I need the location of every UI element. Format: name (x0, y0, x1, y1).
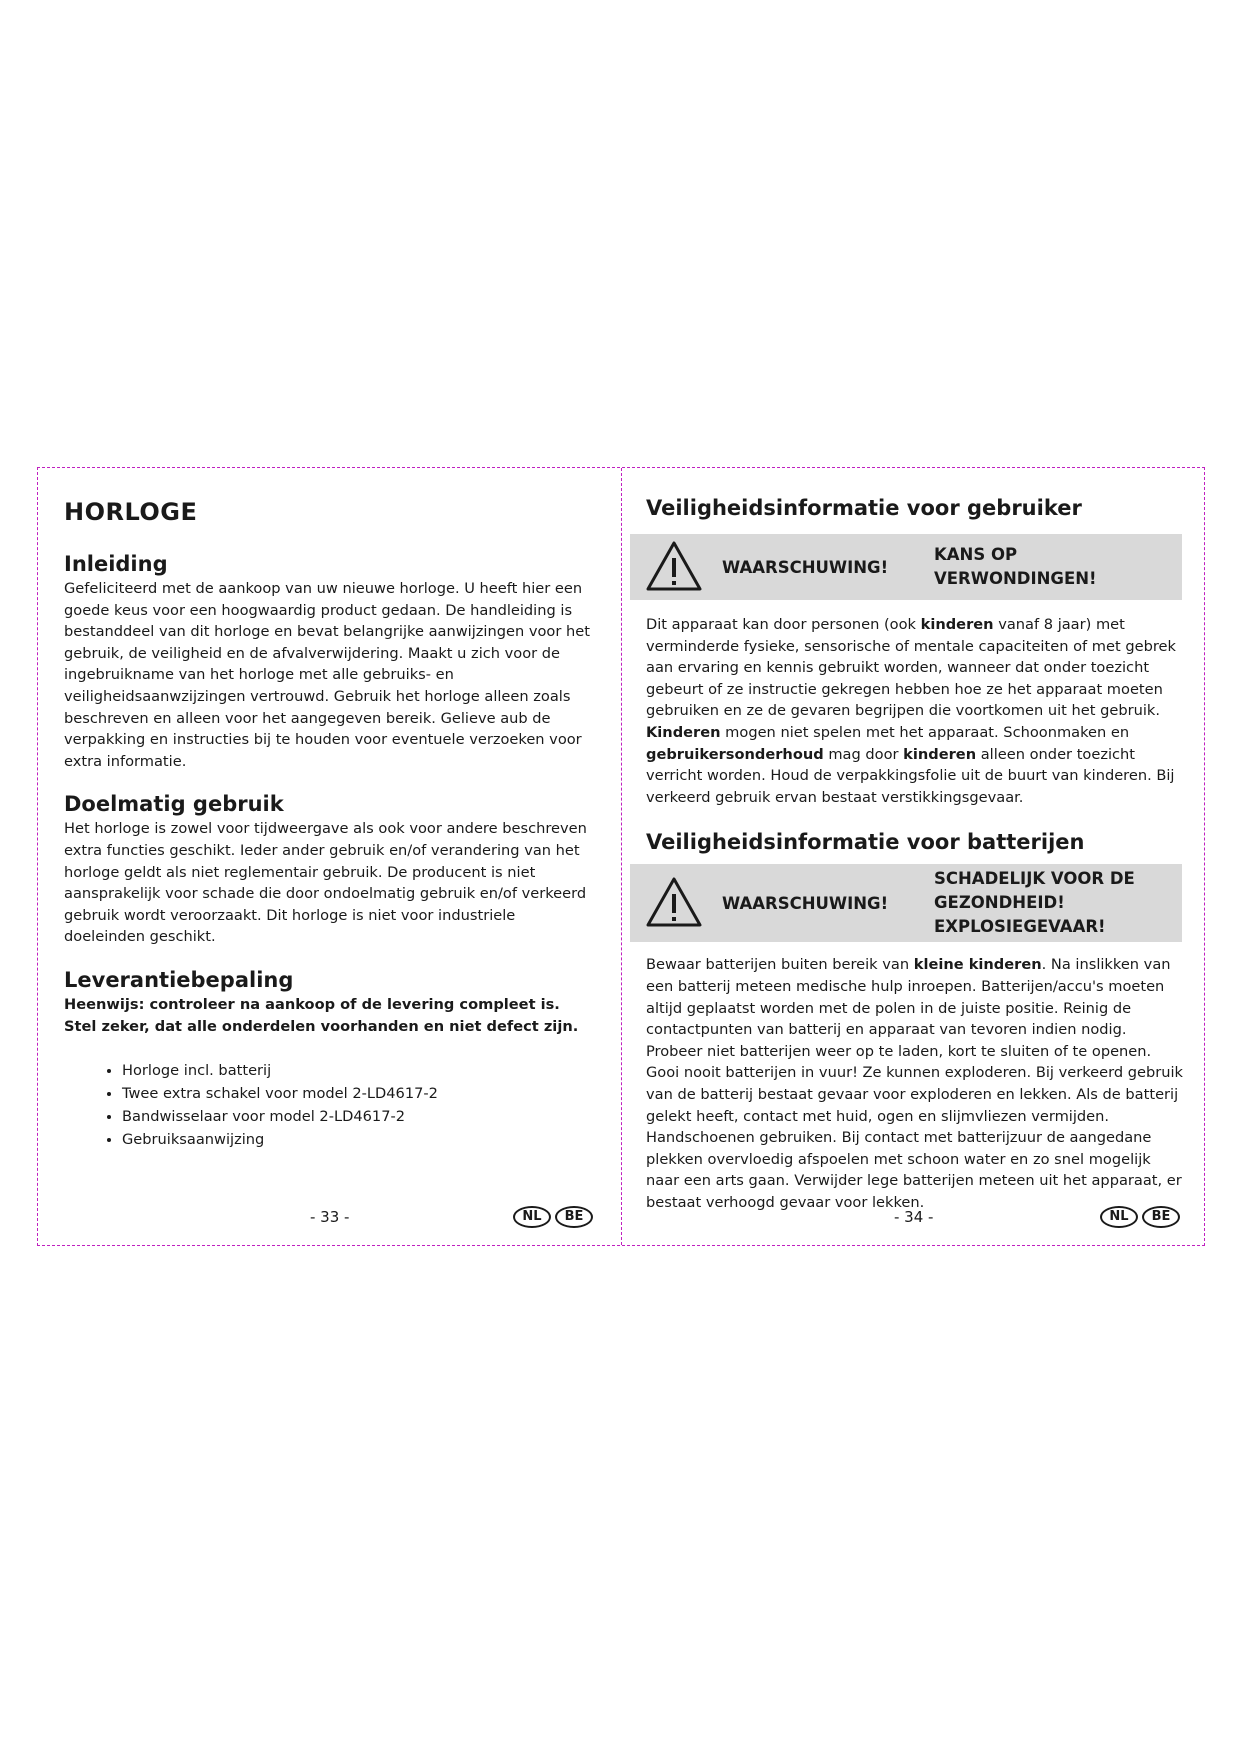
country-badge-nl: NL (513, 1206, 551, 1228)
warning-detail-line: GEZONDHEID! (934, 893, 1065, 913)
user-safety-text (646, 614, 1184, 808)
emphasis: gebruikersonderhoud (646, 745, 824, 763)
delivery-list (64, 1059, 591, 1151)
levering-note: Heenwijs: controleer na aankoop of de levering compleet is. Stel zeker, dat alle onderdelen voorhanden en niet defect zijn. (64, 995, 579, 1035)
emphasis: Kinderen (646, 723, 721, 741)
warning-label: WAARSCHUWING! (722, 893, 889, 913)
country-badge-be: BE (555, 1206, 593, 1228)
text-span: . Na inslikken van een batterij meteen medische hulp inroepen. Batterijen/accu's moeten altijd geplaatst worden met de polen in de juiste positie. Reinig de contactpunten van batterij en apparaat van tevoren indien nodig. Probeer niet batterijen weer op te laden, kort te sluiten of te openen. Gooi nooit batterijen in vuur! Ze kunnen exploderen. Bij verkeerd gebruik van de batterij bestaat gevaar voor exploderen en lekken. Als de batterij gelekt heeft, contact met huid, ogen en slijmvliezen vermijden. Handschoenen gebruiken. Bij contact met batterijzuur de aangedane plekken overvloedig afspoelen met schoon water en zo snel mogelijk naar een arts gaan. Verwijder lege batterijen meteen uit het apparaat, er bestaat verhoogd gevaar voor lekken. (646, 956, 1183, 1211)
page-34 (622, 468, 1206, 1245)
doelmatig-heading: Doelmatig gebruik (64, 792, 284, 817)
emphasis: kleine kinderen (913, 956, 1042, 974)
levering-heading: Leverantiebepaling (64, 967, 294, 992)
emphasis: kinderen (903, 745, 977, 763)
warning-box-battery (630, 864, 1182, 942)
battery-safety-heading: Veiligheidsinformatie voor batterijen (646, 830, 1085, 855)
text-span: Bewaar batterijen buiten bereik van (646, 956, 914, 974)
country-badges (513, 1206, 593, 1228)
country-badge-be: BE (1142, 1206, 1180, 1228)
page-number: - 33 - (310, 1208, 350, 1226)
inleiding-heading: Inleiding (64, 552, 168, 576)
battery-safety-text (646, 954, 1184, 1213)
warning-detail-line: SCHADELIJK VOOR DE (934, 869, 1135, 889)
warning-detail (934, 867, 1135, 939)
text-span: Dit apparaat kan door personen (ook (646, 616, 921, 633)
warning-box-injury (630, 534, 1182, 600)
warning-detail-line: KANS OP (934, 545, 1018, 564)
manual-spread (37, 467, 1205, 1246)
list-item: • Twee extra schakel voor model 2-LD4617-2 (122, 1082, 591, 1105)
warning-detail-line: EXPLOSIEGEVAAR! (934, 917, 1106, 937)
warning-triangle-icon (644, 539, 704, 595)
warning-detail (934, 543, 1097, 591)
warning-detail-line: VERWONDINGEN! (934, 569, 1097, 588)
list-item: • Gebruiksaanwijzing (122, 1128, 591, 1151)
country-badges (1100, 1206, 1180, 1228)
emphasis: kinderen (920, 616, 994, 633)
page-title: HORLOGE (64, 498, 198, 526)
inleiding-text: Gefeliciteerd met de aankoop van uw nieuwe horloge. U heeft hier een goede keus voor een hoogwaardig product gedaan. De handleiding is bestanddeel van dit horloge en bevat belangrijke aanwijzingen voor het gebruik, de veiligheid en de afvalverwijdering. Maakt u zich voor de ingebruikname van het horloge met alle gebruiks- en veiligheidsaanwzijzingen vertrouwd. Gebruik het horloge alleen zoals beschreven en alleen voor het aangegeven bereik. Gelieve aub de verpakking en instructies bij te houden voor eventuele verzoeken voor extra informatie. (64, 580, 590, 770)
text-span: mag door (823, 745, 904, 763)
country-badge-nl: NL (1100, 1206, 1138, 1228)
list-item: • Bandwisselaar voor model 2-LD4617-2 (122, 1105, 591, 1128)
text-span: mogen niet spelen met het apparaat. Schoonmaken en (720, 723, 1130, 741)
list-item: • Horloge incl. batterij (122, 1059, 591, 1082)
warning-triangle-icon (644, 875, 704, 931)
text-span: vanaf 8 jaar) met verminderde fysieke, sensorische of mentale capaciteiten of met gebrek aan ervaring en kennis gebruikt worden, wanneer dat onder toezicht gebeurt of ze instructie gekregen hebben hoe ze het apparaat moeten gebruiken en ze de gevaren begrijpen die voortkomen uit het gebruik. (646, 616, 1176, 720)
text-span: alleen onder toezicht verricht worden. Houd de verpakkingsfolie uit de buurt van kinderen. Bij verkeerd gebruik ervan bestaat verstikkingsgevaar. (646, 745, 1175, 806)
user-safety-heading: Veiligheidsinformatie voor gebruiker (646, 496, 1082, 520)
page-number: - 34 - (894, 1208, 934, 1226)
page-33 (38, 468, 621, 1245)
doelmatig-text: Het horloge is zowel voor tijdweergave als ook voor andere beschreven extra functies geschikt. Ieder ander gebruik en/of verandering van het horloge geldt als niet reglementair gebruik. De producent is niet aansprakelijk voor schade die door ondoelmatig gebruik en/of verkeerd gebruik wordt veroorzaakt. Dit horloge is niet voor industriele doeleinden geschikt. (64, 820, 587, 946)
warning-label: WAARSCHUWING! (722, 557, 889, 577)
